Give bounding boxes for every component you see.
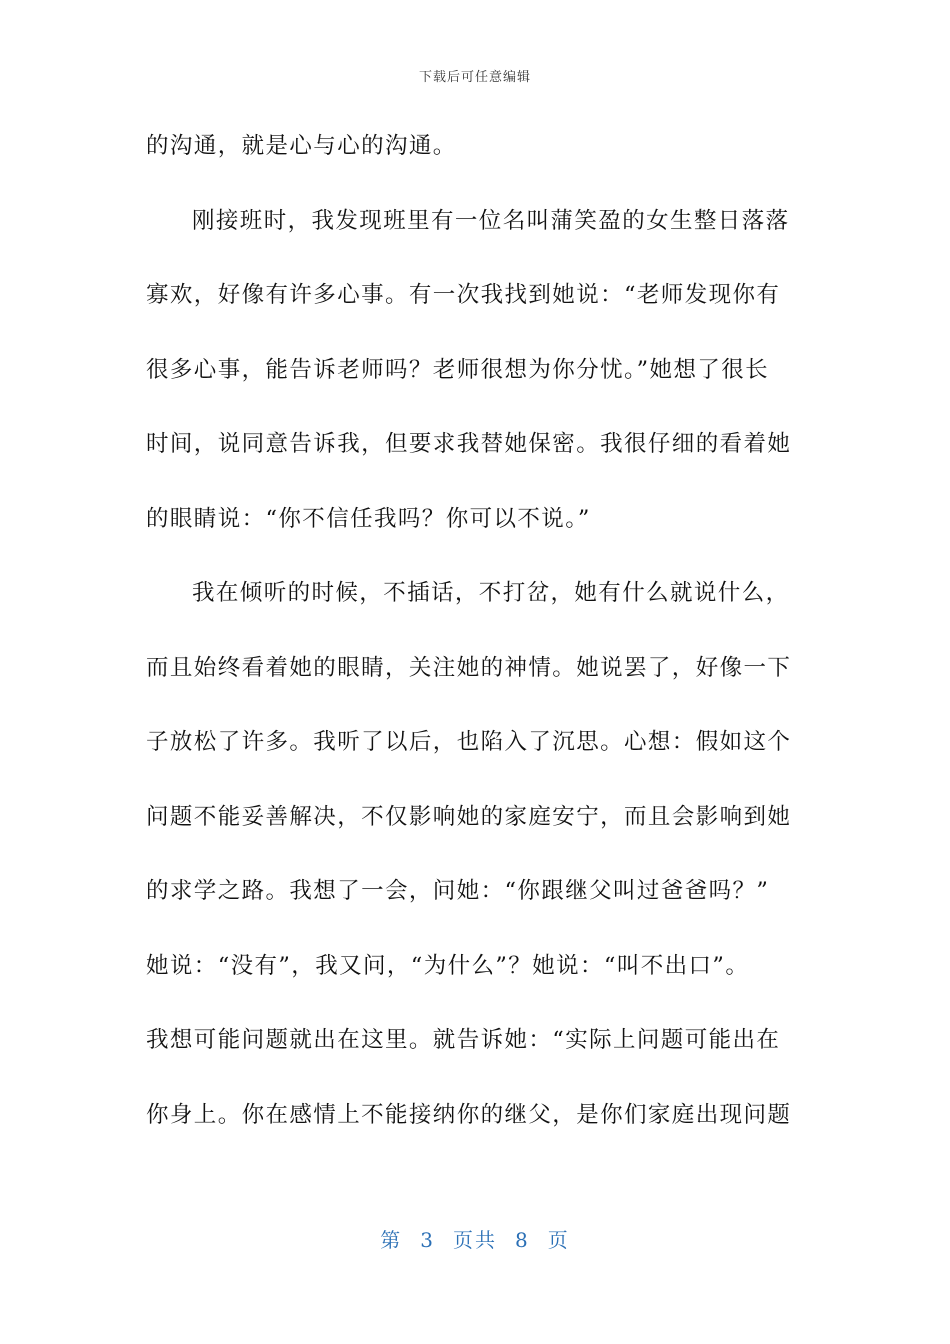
body-text bbox=[146, 120, 806, 1163]
text-line: 时间，说同意告诉我，但要求我替她保密。我很仔细的看着她 bbox=[146, 431, 792, 457]
text-line: 问题不能妥善解决，不仅影响她的家庭安宁，而且会影响到她 bbox=[146, 803, 792, 830]
text-line: 子放松了许多。我听了以后，也陷入了沉思。心想：假如这个 bbox=[146, 729, 792, 755]
text-line: 的沟通，就是心与心的沟通。 bbox=[146, 133, 457, 159]
page-label-prefix: 第 bbox=[380, 1228, 403, 1252]
text-line: 很多心事，能告诉老师吗？老师很想为你分忧。”她想了很长 bbox=[146, 356, 770, 383]
page-label-mid: 页共 bbox=[453, 1228, 497, 1252]
paragraph-first-line: 刚接班时，我发现班里有一位名叫蒲笑盈的女生整日落落 bbox=[192, 207, 790, 234]
page-footer bbox=[0, 1224, 950, 1253]
text-line: 的眼睛说：“你不信任我吗？你可以不说。” bbox=[146, 505, 591, 532]
text-line: 而且始终看着她的眼睛，关注她的神情。她说罢了，好像一下 bbox=[146, 654, 792, 681]
paragraph-first-line: 我在倾听的时候，不插话，不打岔，她有什么就说什么， bbox=[192, 580, 790, 606]
total-pages-number: 8 bbox=[515, 1228, 530, 1252]
text-line: 我想可能问题就出在这里。就告诉她：“实际上问题可能出在 bbox=[146, 1027, 781, 1053]
page-label-suffix: 页 bbox=[547, 1228, 570, 1252]
text-line: 寡欢，好像有许多心事。有一次我找到她说：“老师发现你有 bbox=[146, 282, 781, 308]
page-header: 下载后可任意编辑 bbox=[418, 70, 531, 85]
text-line: 她说：“没有”，我又问，“为什么”？她说：“叫不出口”。 bbox=[146, 952, 750, 979]
text-line: 你身上。你在感情上不能接纳你的继父，是你们家庭出现问题 bbox=[146, 1101, 792, 1128]
current-page-number: 3 bbox=[420, 1228, 435, 1252]
text-line: 的求学之路。我想了一会，问她：“你跟继父叫过爸爸吗？” bbox=[146, 878, 770, 904]
